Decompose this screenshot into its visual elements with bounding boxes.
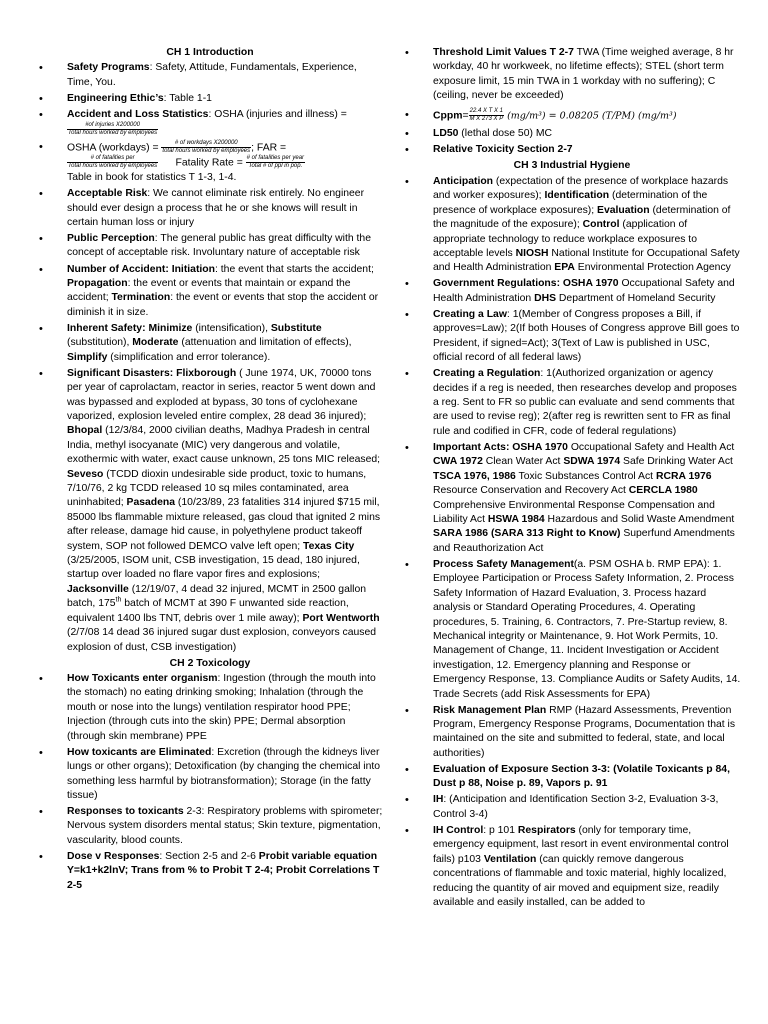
list-item-accident-loss-statistics: • Accident and Loss Statistics: OSHA (injuries and illness) = $\frac{\text{\#of injuries X200000}}{\text{Total hours worked by employees}}$ [36,108,384,138]
list-item-cppm-equation: • Cppm= $\frac{\text{22.4 X T X 1}}{\text{M X 273 X P}}$ (mg/m³) = 0.08205 (T/PM) (mg/m³) [402,108,742,124]
left-column [36,46,384,895]
list-item-dose-response: • Dose v Responses: Section 2-5 and 2-6 Probit variable equation Y=k1+k2lnV; Trans from % to Probit T 2-4; Probit Correlations T 2-5 [36,850,384,893]
list-item-evaluation-of-exposure: • Evaluation of Exposure Section 3-3: (Volatile Toxicants p 84, Dust p 88, Noise p. 89, Vapors p. 91 [402,763,742,792]
list-item-public-perception: • Public Perception: The general public has great difficulty with the concept of acceptable risk. Involuntary nature of acceptable risk [36,232,384,261]
list-item-creating-regulation: • Creating a Regulation: 1(Authorized organization or agency decides if a reg is needed, then researches develop and proposes a reg. Sent to FR so public can evaluate and send comments that are used to revise reg); 2(after reg is rewritten sent to FR as final rule and codified in CFR, code of federal regulations) [402,367,742,439]
far-fraction: $\frac{\text{\# of fatalities per}}{\text{Total hours worked by employees}}$ [68,155,158,170]
list-item-toxicants-eliminated: • How toxicants are Eliminated: Excretion (through the kidneys liver lungs or other organs); Detoxification (by changing the chemical into something less harmful by biotransformation); Storage (in the fatty tissue) [36,746,384,804]
list-item-important-acts: • Important Acts: OSHA 1970 Occupational Safety and Health Act CWA 1972 Clean Water Act SDWA 1974 Safe Drinking Water Act TSCA 1976, 1986 Toxic Substances Control Act RCRA 1976 Resource Conservation and Recovery Act CERCLA 1980 Comprehensive Environmental Response Compensation and Liability Act HSWA 1984 Hazardous and Solid Waste Amendment SARA 1986 (SARA 313 Right to Know) Superfund Amendments and Reauthorization Act [402,441,742,556]
list-item-ld50: • LD50 (lethal dose 50) MC [402,127,742,141]
ch2-continued-list [402,46,742,158]
list-item-creating-law: • Creating a Law: 1(Member of Congress proposes a Bill, if approves=Law); 2(If both Houses of Congress approve Bill goes to President, if signed=Act); 3(Text of Law is published in USC, official record of all federal laws) [402,308,742,366]
list-item-relative-toxicity: • Relative Toxicity Section 2-7 [402,143,742,157]
fatality-rate-fraction: $\frac{\text{\# of fatalities per year}}{\text{Total \# of ppl in pop.}}$ [246,155,305,170]
list-item-toxicants-enter: • How Toxicants enter organism: Ingestion (through the mouth into the stomach) no eating drinking smoking; Inhalation (through the mouth or nose into the lungs) ventilation respirator hood PPE; Injection (through cuts into the skin) PPE; Dermal absorption (through skin membrane) PPE [36,672,384,744]
list-item-anticipation: • Anticipation (expectation of the presence of workplace hazards and worker exposures); Identification (determination of the presence of workplace exposures); Evaluation (determination of the magnitude of the exposure); Control (application of appropriate technology to reduce workplace exposures to acceptable levels NIOSH National Institute for Occupational Safety and Health Administration EPA Environmental Protection Agency [402,175,742,276]
list-item-responses-to-toxicants: • Responses to toxicants 2-3: Respiratory problems with spirometer; Nervous system disorders mental status; Skin texture, pigmentation, vascularity, blood counts. [36,805,384,848]
list-item-government-regulations: • Government Regulations: OSHA 1970 Occupational Safety and Health Administration DHS Department of Homeland Security [402,277,742,306]
list-item-threshold-limit-values: • Threshold Limit Values T 2-7 TWA (Time weighed average, 8 hr workday, 40 hr workweek, no lifetime effects); STEL (short term exposure limit, 15 min TWA in 1 workday with no suffering); C (ceiling, never be exceeded) [402,46,742,104]
list-item-number-of-accident: • Number of Accident: Initiation: the event that starts the accident; Propagation: the event or events that maintain or expand the accident; Termination: the event or events that stop the accident or diminish it in size. [36,263,384,321]
heading-ch3: CH 3 Industrial Hygiene [513,160,631,172]
list-item-ih: • IH: (Anticipation and Identification Section 3-2, Evaluation 3-3, Control 3-4) [402,793,742,822]
ch1-list [36,61,384,655]
heading-ch2: CH 2 Toxicology [169,657,251,669]
ch2-list [36,672,384,893]
osha-workdays-fraction: $\frac{\text{\# of workdays X200000}}{\text{total hours worked by employees}}$ [162,139,251,154]
list-item-risk-management-plan: • Risk Management Plan RMP (Hazard Assessments, Prevention Program, Emergency Response Programs, Documentation that is maintained on the site and submitted to federal, state, and local authorities) [402,704,742,762]
osha-injury-fraction: $\frac{\text{\#of injuries X200000}}{\text{Total hours worked by employees}}$ [68,122,158,137]
right-column [402,46,742,912]
list-item-significant-disasters: • Significant Disasters: Flixborough ( June 1974, UK, 70000 tons per year of caprolactam, reactor in series, reactor 5 went down and was bypassed and exploded at bypass, 30 tons of cyclohexane vaporized, explosion leveled entire complex, 28 dead 36 injured); Bhopal (12/3/84, 2000 civilian deaths, Madhya Pradesh in central India, methyl isocyanate (MIC) very dangerous and volatile, exothermic with water, exact cause unknown, 25 tons MIC released; Seveso (TCDD dioxin undesirable side product, toxic to humans, 7/10/76, 2 kg TCDD released 10 sq miles contaminated, area uninhabited; Pasadena (10/23/89, 23 fatalities 314 injured $715 mil, 85000 lbs flammable mixture released, gas cloud that ignited 2 mins after release, damage hid cause, in polyethylene product takeoff system, SOP not followed DEMCO valve left open; Texas City (3/25/2005, ISOM unit, CSB investigation, 15 dead, 180 injured, startup over loaded no flare vapor fires and explosions; Jacksonville (12/19/07, 4 dead 32 injured, MCMT in 2500 gallon batch, 175th batch of MCMT at 390 F unwanted side reaction, equivalent 1400 lbs TNT, debris over 1 mile away); Port Wentworth (2/7/08 14 dead 36 injured sugar dust explosion, conveyors caused explosion of dust, CSB investigation) [36,367,384,655]
heading-ch1: CH 1 Introduction [166,47,254,58]
list-item-inherent-safety: • Inherent Safety: Minimize (intensification), Substitute (substitution), Moderate (attenuation and limitation of effects), Simplify (simplification and error tolerance). [36,322,384,365]
ch3-list [402,175,742,911]
cppm-equation: (mg/m³) = 0.08205 (T/PM) (mg/m³) [507,109,677,121]
list-item-acceptable-risk: • Acceptable Risk: We cannot eliminate risk entirely. No engineer should ever design a process that he or she knows will result in certain human loss or injury [36,187,384,230]
cppm-fraction: $\frac{\text{22.4 X T X 1}}{\text{M X 273 X P}}$ [469,107,504,122]
list-item-safety-programs: • Safety Programs: Safety, Attitude, Fundamentals, Experience, Time, You. [36,61,384,90]
list-item-ih-control: • IH Control: p 101 Respirators (only for temporary time, emergency equipment, last resort in event environmental control fails) p103 Ventilation (can quickly remove dangerous concentrations of flammable and toxic material, highly localized, reducing the quantity of air moved and equipment size, readily available and easily installed, can be added to [402,824,742,910]
list-item-engineering-ethics: • Engineering Ethic’s: Table 1-1 [36,92,384,106]
list-item-osha-workdays: • OSHA (workdays) = $\frac{\text{\# of workdays X200000}}{\text{total hours worked by employees}}$ ; FAR = $\frac{\text{\# of fatalities per}}{\text{Total hours worked by employees}}$ Fatality Rate = $\frac{\text{\# of fatalities per year}}{\text{Total \# of ppl in pop.}}$ Table in book for statistics T 1-3, 1-4. [36,140,384,186]
list-item-process-safety-management: • Process Safety Management(a. PSM OSHA b. RMP EPA): 1. Employee Participation or Process Safety Information, 2. Process Safety Information of Hazard Evaluation, 3. Process hazard analysis or Standard Operating Procedures, 4. Operating procedures, 5. Training, 6. Contractors, 7. Pre-Startup review, 8. Mechanical integrity or Maintenance, 9. Hot Work Permits, 10. Management of Change, 11. Incident Investigation or Accident investigation, 12. Emergency planning and Response or Emergency Response, 13. Compliance Audits or Safety Audits, 14. Trade Secrets (add Risk Assessments for EPA) [402,558,742,702]
